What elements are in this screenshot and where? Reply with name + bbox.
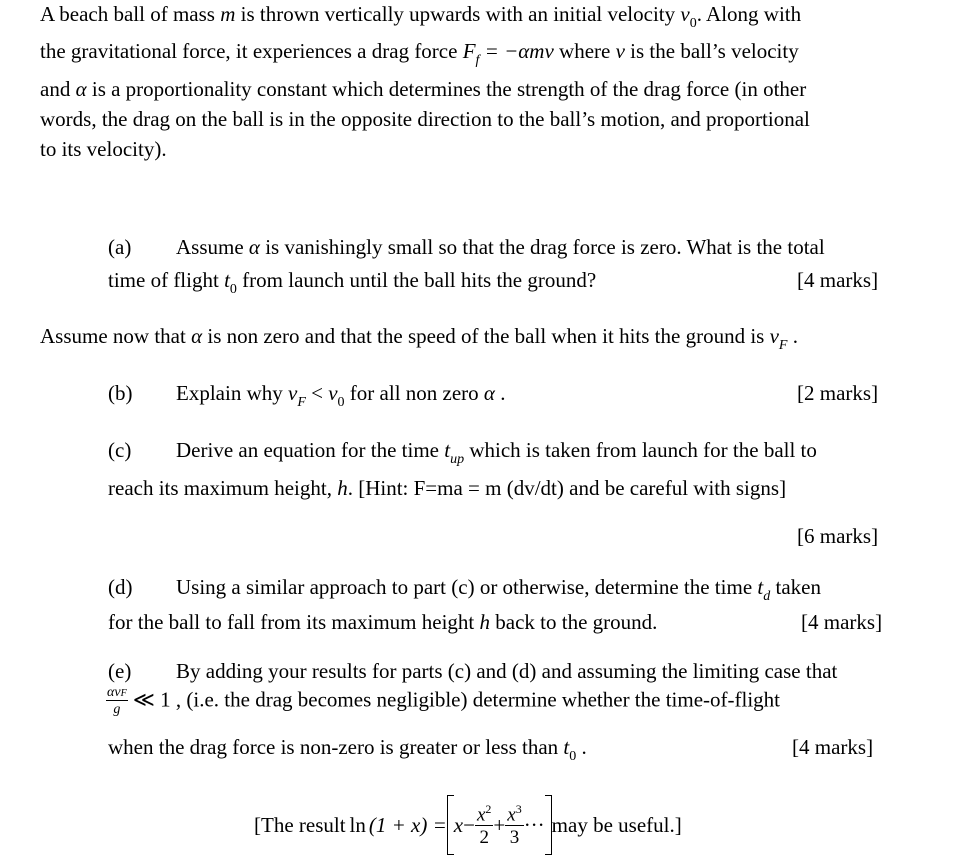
subscript-f: f [475,53,480,68]
part-d-label: (d) [108,575,133,599]
subscript-F: F [297,395,306,410]
part-b-text: for all non zero [344,381,484,405]
left-bracket [447,795,454,855]
intro-text: is the ball’s velocity [624,39,799,63]
time-symbol: t [563,735,570,759]
velocity-symbol: v [769,324,779,348]
part-b-marks: [2 marks] [797,381,879,405]
intro-line-5 [40,139,167,160]
hint-line [254,793,682,857]
intro-line-2 [40,39,799,68]
part-a-text: Assume [176,235,249,259]
height-symbol: h [479,610,491,634]
subscript-F: F [778,338,788,353]
intro-text: words, the drag on the ball is in the opposite direction to the ball’s motion, and proportional [40,107,810,131]
ln-function: ln [349,812,366,837]
denominator-2: 2 [479,826,489,848]
part-b-text: . [494,381,506,405]
part-a-text: is vanishingly small so that the drag force is zero. What is the total [259,235,825,259]
part-b-line [176,381,506,410]
velocity-symbol: v [328,381,338,405]
fraction-denominator: g [113,702,121,717]
force-symbol: F [462,39,476,63]
subscript-zero: 0 [337,395,345,410]
x-squared-over-2 [475,803,493,846]
part-a-text: time of flight [108,268,225,292]
minus-sign: − [463,812,475,837]
plus-sign: + [493,812,506,837]
part-a-text: from launch until the ball hits the ground? [236,268,597,292]
part-d-marks: [4 marks] [801,610,883,634]
intro-text: A beach ball of mass [40,2,221,26]
part-a-marks: [4 marks] [797,268,879,292]
alpha-vF-over-g-fraction [106,686,128,717]
ln-argument: (1 + x) = [368,812,447,837]
x-symbol: x [476,804,486,826]
part-a-line-1 [176,237,825,258]
hint-text: may be useful.] [551,812,682,837]
less-than: < [305,381,329,405]
intro-line-1 [40,2,802,31]
height-symbol: h [337,476,348,500]
part-c-line-2 [108,478,786,499]
intro-text: . Along with [696,2,802,26]
subscript-up: up [450,452,465,467]
part-e-line-3 [108,735,587,764]
part-c-marks: [6 marks] [797,524,879,548]
intro-line-4 [40,109,810,130]
velocity-symbol: v [287,381,298,405]
assume-line [40,324,798,353]
part-e-text: ≪ 1 , (i.e. the drag becomes negligible) determine whether the time-of-flight [127,687,781,712]
part-a-line-2 [108,268,597,297]
part-d-text: for the ball to fall from its maximum height [108,610,480,634]
part-c-text: Derive an equation for the time [176,438,445,462]
part-c-label: (c) [108,438,132,462]
part-e-text: when the drag force is non-zero is greater or less than [108,735,564,759]
part-a-label: (a) [108,235,132,259]
part-e-text: By adding your results for parts (c) and (d) and assuming the limiting case that [176,659,838,683]
ellipsis: ··· [523,812,545,837]
alpha-symbol: α [75,77,87,101]
exponent-3: 3 [515,802,522,817]
part-e-text: . [576,735,587,759]
time-symbol: t [444,438,451,462]
series-x: x [453,812,464,837]
part-b-text: Explain why [176,381,288,405]
exponent-2: 2 [485,802,492,817]
intro-text: to its velocity). [40,137,167,161]
assume-text: . [787,324,798,348]
intro-text: the gravitational force, it experiences a drag force [40,39,463,63]
part-c-text: which is taken from launch for the ball to [464,438,817,462]
part-e-line-2 [106,686,780,717]
subscript-zero: 0 [569,749,577,764]
mass-symbol: m [220,2,236,26]
subscript-zero: 0 [689,16,697,31]
part-c-text: . [Hint: F=ma = m (dv/dt) and be careful with signs] [347,476,787,500]
intro-line-3 [40,79,806,100]
intro-text: and [40,77,76,101]
denominator-3: 3 [509,826,520,848]
part-c-text: reach its maximum height, [108,476,338,500]
part-e-label: (e) [108,659,132,683]
part-e-marks: [4 marks] [792,735,874,759]
time-symbol: t [224,268,230,292]
assume-text: Assume now that [40,324,192,348]
x-cubed-over-3 [505,803,523,846]
intro-text: is a proportionality constant which determines the strength of the drag force (in other [86,77,807,101]
fraction-subscript: F [120,688,127,699]
right-bracket [545,795,552,855]
alpha-symbol: α [248,235,260,259]
alpha-symbol: α [483,381,495,405]
x-symbol: x [507,804,516,826]
subscript-d: d [763,589,771,604]
fraction-numerator: αv [107,685,121,700]
hint-text: [The result [254,812,346,837]
part-e-line-1 [176,661,837,682]
subscript-zero: 0 [229,282,237,297]
part-d-text: Using a similar approach to part (c) or otherwise, determine the time [176,575,758,599]
part-d-line-2 [108,612,657,633]
alpha-symbol: α [191,324,203,348]
intro-text: where [553,39,616,63]
drag-equation: = −αmv [479,39,554,63]
velocity-symbol: v [615,39,625,63]
part-c-line-1 [176,438,817,467]
assume-text: is non zero and that the speed of the ball when it hits the ground is [202,324,770,348]
intro-text: is thrown vertically upwards with an initial velocity [235,2,681,26]
part-b-label: (b) [108,381,133,405]
velocity-symbol: v [680,2,690,26]
part-d-text: back to the ground. [490,610,658,634]
time-symbol: t [757,575,764,599]
part-d-text: taken [770,575,821,599]
part-d-line-1 [176,575,821,604]
